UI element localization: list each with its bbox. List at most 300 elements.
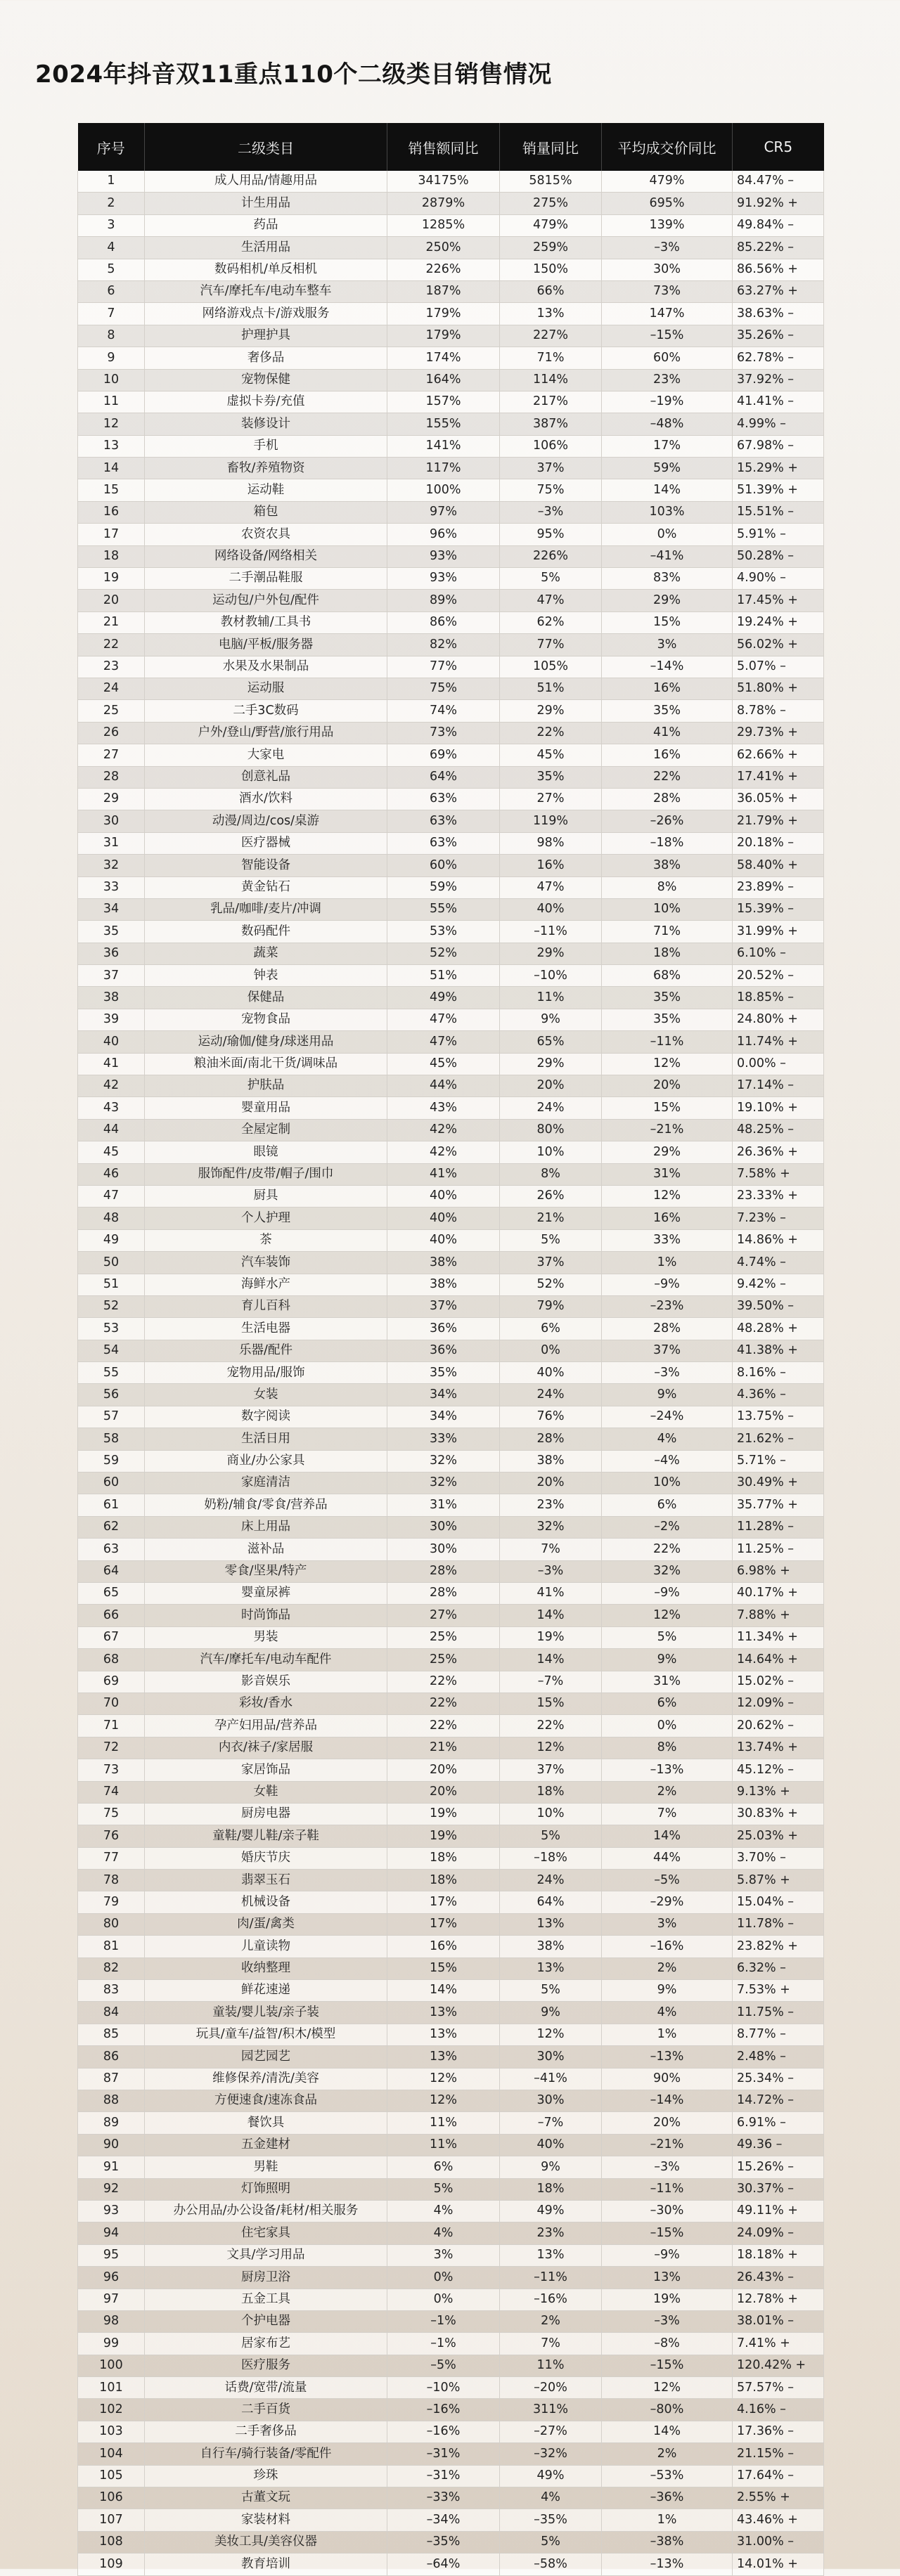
row-avg-price-yoy: 12% (602, 1605, 733, 1626)
row-avg-price-yoy: –3% (602, 1362, 733, 1384)
row-category: 汽车/摩托车/电动车配件 (145, 1649, 387, 1671)
row-avg-price-yoy: 9% (602, 1980, 733, 2002)
row-cr5: 13.74% + (733, 1737, 824, 1759)
row-volume-yoy: 98% (500, 832, 602, 854)
table-row (78, 1870, 824, 1891)
row-cr5: 38.63% – (733, 303, 824, 325)
row-sales-yoy: 73% (387, 722, 500, 744)
row-category: 护理护具 (145, 325, 387, 347)
row-category: 二手奢侈品 (145, 2421, 387, 2442)
row-volume-yoy: 105% (500, 656, 602, 678)
row-index: 28 (78, 766, 145, 788)
row-volume-yoy: 2% (500, 2310, 602, 2332)
table-row (78, 1031, 824, 1053)
row-sales-yoy: 6% (387, 2156, 500, 2178)
row-sales-yoy: 44% (387, 1075, 500, 1097)
row-avg-price-yoy: –13% (602, 1759, 733, 1781)
row-index: 43 (78, 1097, 145, 1119)
row-category: 汽车/摩托车/电动车整车 (145, 280, 387, 302)
row-cr5: 36.05% + (733, 788, 824, 810)
row-category: 五金建材 (145, 2134, 387, 2156)
row-index: 51 (78, 1274, 145, 1295)
row-volume-yoy: 45% (500, 744, 602, 766)
row-sales-yoy: 77% (387, 656, 500, 678)
sales-table (77, 123, 824, 2576)
row-volume-yoy: 38% (500, 1450, 602, 1472)
row-category: 女鞋 (145, 1781, 387, 1803)
row-sales-yoy: 42% (387, 1119, 500, 1141)
row-avg-price-yoy: –19% (602, 391, 733, 413)
row-category: 医疗服务 (145, 2355, 387, 2376)
row-category: 住宅家具 (145, 2222, 387, 2244)
row-category: 汽车装饰 (145, 1252, 387, 1274)
row-volume-yoy: 16% (500, 855, 602, 876)
row-volume-yoy: 226% (500, 545, 602, 567)
row-category: 保健品 (145, 987, 387, 1009)
table-row (78, 1516, 824, 1538)
table-row (78, 678, 824, 699)
row-index: 11 (78, 391, 145, 413)
row-sales-yoy: 51% (387, 965, 500, 987)
row-cr5: 11.78% – (733, 1913, 824, 1935)
row-sales-yoy: 13% (387, 2046, 500, 2068)
row-sales-yoy: 13% (387, 2024, 500, 2045)
row-volume-yoy: 7% (500, 1539, 602, 1560)
row-volume-yoy: –35% (500, 2509, 602, 2531)
row-volume-yoy: 29% (500, 1053, 602, 1075)
table-row (78, 1318, 824, 1340)
row-index: 41 (78, 1053, 145, 1075)
row-avg-price-yoy: 19% (602, 2289, 733, 2310)
row-index: 89 (78, 2112, 145, 2134)
row-sales-yoy: –16% (387, 2399, 500, 2421)
row-avg-price-yoy: –8% (602, 2333, 733, 2355)
row-cr5: 17.14% – (733, 1075, 824, 1097)
row-sales-yoy: 69% (387, 744, 500, 766)
row-avg-price-yoy: –24% (602, 1406, 733, 1428)
row-category: 零食/坚果/特产 (145, 1560, 387, 1582)
row-category: 数码配件 (145, 921, 387, 943)
row-index: 70 (78, 1692, 145, 1714)
row-index: 69 (78, 1671, 145, 1692)
row-avg-price-yoy: 139% (602, 214, 733, 236)
row-index: 109 (78, 2554, 145, 2575)
row-avg-price-yoy: –9% (602, 2244, 733, 2266)
row-avg-price-yoy: 14% (602, 2421, 733, 2442)
row-sales-yoy: 15% (387, 1957, 500, 1979)
table-row (78, 1605, 824, 1626)
row-sales-yoy: 93% (387, 568, 500, 590)
row-sales-yoy: 187% (387, 280, 500, 302)
table-row (78, 1957, 824, 1979)
row-index: 93 (78, 2200, 145, 2222)
row-volume-yoy: 77% (500, 634, 602, 656)
row-cr5: 30.49% + (733, 1473, 824, 1494)
row-sales-yoy: 100% (387, 479, 500, 501)
row-index: 21 (78, 611, 145, 633)
row-avg-price-yoy: 8% (602, 1737, 733, 1759)
row-avg-price-yoy: 10% (602, 1473, 733, 1494)
row-cr5: 14.72% – (733, 2090, 824, 2111)
row-volume-yoy: 47% (500, 590, 602, 611)
row-category: 话费/宽带/流量 (145, 2377, 387, 2399)
row-cr5: 11.34% + (733, 1626, 824, 1648)
row-cr5: 8.77% – (733, 2024, 824, 2045)
row-sales-yoy: 47% (387, 1009, 500, 1030)
row-category: 商业/办公家具 (145, 1450, 387, 1472)
row-sales-yoy: 157% (387, 391, 500, 413)
row-index: 27 (78, 744, 145, 766)
row-index: 33 (78, 876, 145, 898)
row-index: 25 (78, 700, 145, 722)
row-volume-yoy: 80% (500, 1119, 602, 1141)
row-avg-price-yoy: –80% (602, 2399, 733, 2421)
header-index: 序号 (78, 123, 145, 171)
row-sales-yoy: 155% (387, 413, 500, 435)
row-avg-price-yoy: –21% (602, 1119, 733, 1141)
table-row (78, 1847, 824, 1869)
row-sales-yoy: 19% (387, 1803, 500, 1825)
row-sales-yoy: 2879% (387, 193, 500, 214)
row-avg-price-yoy: 28% (602, 788, 733, 810)
row-avg-price-yoy: –4% (602, 1450, 733, 1472)
row-index: 26 (78, 722, 145, 744)
row-index: 103 (78, 2421, 145, 2442)
row-sales-yoy: 93% (387, 545, 500, 567)
row-cr5: 7.53% + (733, 1980, 824, 2002)
row-volume-yoy: 227% (500, 325, 602, 347)
row-sales-yoy: –5% (387, 2355, 500, 2376)
row-volume-yoy: 79% (500, 1295, 602, 1317)
row-avg-price-yoy: 3% (602, 634, 733, 656)
row-avg-price-yoy: 29% (602, 1141, 733, 1163)
row-avg-price-yoy: 37% (602, 1340, 733, 1361)
row-avg-price-yoy: 59% (602, 458, 733, 479)
row-category: 智能设备 (145, 855, 387, 876)
row-category: 肉/蛋/禽类 (145, 1913, 387, 1935)
row-avg-price-yoy: 44% (602, 1847, 733, 1869)
row-avg-price-yoy: 73% (602, 280, 733, 302)
row-cr5: 21.62% – (733, 1428, 824, 1450)
row-avg-price-yoy: –3% (602, 237, 733, 259)
row-avg-price-yoy: 479% (602, 171, 733, 193)
row-index: 98 (78, 2310, 145, 2332)
row-volume-yoy: –3% (500, 1560, 602, 1582)
row-avg-price-yoy: 28% (602, 1318, 733, 1340)
row-avg-price-yoy: 35% (602, 987, 733, 1009)
row-cr5: 84.47% – (733, 171, 824, 193)
row-cr5: 23.89% – (733, 876, 824, 898)
table-row (78, 2024, 824, 2045)
row-avg-price-yoy: 29% (602, 590, 733, 611)
row-index: 81 (78, 1936, 145, 1957)
row-avg-price-yoy: 20% (602, 2112, 733, 2134)
row-category: 水果及水果制品 (145, 656, 387, 678)
row-sales-yoy: 63% (387, 832, 500, 854)
row-index: 17 (78, 524, 145, 545)
row-category: 生活电器 (145, 1318, 387, 1340)
row-category: 计生用品 (145, 193, 387, 214)
row-avg-price-yoy: 9% (602, 1649, 733, 1671)
row-category: 彩妆/香水 (145, 1692, 387, 1714)
row-avg-price-yoy: 12% (602, 2377, 733, 2399)
row-sales-yoy: 27% (387, 1605, 500, 1626)
row-cr5: 49.11% + (733, 2200, 824, 2222)
row-category: 厨房电器 (145, 1803, 387, 1825)
row-avg-price-yoy: 32% (602, 1560, 733, 1582)
row-avg-price-yoy: 23% (602, 369, 733, 391)
row-volume-yoy: 65% (500, 1031, 602, 1053)
table-row (78, 2112, 824, 2134)
table-row (78, 501, 824, 523)
table-row (78, 722, 824, 744)
row-avg-price-yoy: –13% (602, 2554, 733, 2575)
row-sales-yoy: 25% (387, 1626, 500, 1648)
row-sales-yoy: 12% (387, 2090, 500, 2111)
table-row (78, 1891, 824, 1913)
row-index: 46 (78, 1163, 145, 1185)
row-sales-yoy: 164% (387, 369, 500, 391)
row-category: 酒水/饮料 (145, 788, 387, 810)
row-category: 男鞋 (145, 2156, 387, 2178)
row-cr5: 20.18% – (733, 832, 824, 854)
row-avg-price-yoy: 3% (602, 1913, 733, 1935)
row-sales-yoy: 82% (387, 634, 500, 656)
table-row (78, 369, 824, 391)
row-cr5: 4.36% – (733, 1384, 824, 1406)
row-sales-yoy: 32% (387, 1450, 500, 1472)
table-row (78, 1494, 824, 1516)
table-row (78, 1119, 824, 1141)
row-category: 手机 (145, 435, 387, 457)
row-index: 24 (78, 678, 145, 699)
row-sales-yoy: –64% (387, 2554, 500, 2575)
row-index: 101 (78, 2377, 145, 2399)
row-index: 14 (78, 458, 145, 479)
row-volume-yoy: 119% (500, 810, 602, 832)
row-category: 运动鞋 (145, 479, 387, 501)
row-volume-yoy: 9% (500, 2002, 602, 2024)
row-sales-yoy: 179% (387, 303, 500, 325)
row-avg-price-yoy: 6% (602, 1494, 733, 1516)
row-volume-yoy: –32% (500, 2443, 602, 2465)
row-cr5: 40.17% + (733, 1583, 824, 1605)
row-cr5: 14.64% + (733, 1649, 824, 1671)
row-index: 76 (78, 1825, 145, 1847)
row-index: 68 (78, 1649, 145, 1671)
row-category: 家装材料 (145, 2509, 387, 2531)
row-cr5: 48.28% + (733, 1318, 824, 1340)
table-row (78, 1208, 824, 1229)
row-cr5: 4.99% – (733, 413, 824, 435)
row-index: 6 (78, 280, 145, 302)
row-cr5: 20.52% – (733, 965, 824, 987)
row-index: 23 (78, 656, 145, 678)
row-cr5: 6.10% – (733, 943, 824, 964)
row-volume-yoy: 29% (500, 943, 602, 964)
row-category: 二手百货 (145, 2399, 387, 2421)
row-avg-price-yoy: 147% (602, 303, 733, 325)
row-volume-yoy: 11% (500, 2355, 602, 2376)
table-row (78, 1539, 824, 1560)
row-cr5: 15.51% – (733, 501, 824, 523)
row-volume-yoy: 5% (500, 1825, 602, 1847)
row-cr5: 7.23% – (733, 1208, 824, 1229)
row-category: 茶 (145, 1229, 387, 1251)
row-cr5: 5.87% + (733, 1870, 824, 1891)
row-sales-yoy: 19% (387, 1825, 500, 1847)
row-avg-price-yoy: 83% (602, 568, 733, 590)
row-volume-yoy: 217% (500, 391, 602, 413)
row-category: 婴童尿裤 (145, 1583, 387, 1605)
row-avg-price-yoy: 30% (602, 259, 733, 280)
row-category: 童装/婴儿装/亲子装 (145, 2002, 387, 2024)
row-avg-price-yoy: 12% (602, 1185, 733, 1207)
row-category: 翡翠玉石 (145, 1870, 387, 1891)
table-row (78, 1692, 824, 1714)
row-volume-yoy: 479% (500, 214, 602, 236)
row-category: 育儿百科 (145, 1295, 387, 1317)
table-row (78, 1913, 824, 1935)
row-index: 13 (78, 435, 145, 457)
table-row (78, 1781, 824, 1803)
row-sales-yoy: 42% (387, 1141, 500, 1163)
row-volume-yoy: 7% (500, 2333, 602, 2355)
table-row (78, 1473, 824, 1494)
header-volume-yoy: 销量同比 (500, 123, 602, 171)
row-volume-yoy: 28% (500, 1428, 602, 1450)
table-row (78, 1715, 824, 1737)
row-cr5: 23.33% + (733, 1185, 824, 1207)
row-category: 宠物食品 (145, 1009, 387, 1030)
row-cr5: 24.09% – (733, 2222, 824, 2244)
row-volume-yoy: 75% (500, 479, 602, 501)
row-avg-price-yoy: 68% (602, 965, 733, 987)
row-volume-yoy: 20% (500, 1075, 602, 1097)
row-category: 全屋定制 (145, 1119, 387, 1141)
row-index: 92 (78, 2178, 145, 2200)
row-category: 五金工具 (145, 2289, 387, 2310)
row-volume-yoy: 15% (500, 1692, 602, 1714)
table-row (78, 2355, 824, 2376)
row-sales-yoy: 33% (387, 1428, 500, 1450)
row-cr5: 17.36% – (733, 2421, 824, 2442)
row-category: 大家电 (145, 744, 387, 766)
row-sales-yoy: –10% (387, 2377, 500, 2399)
row-volume-yoy: 40% (500, 2134, 602, 2156)
table-row (78, 1583, 824, 1605)
table-row (78, 2333, 824, 2355)
row-category: 网络设备/网络相关 (145, 545, 387, 567)
row-index: 73 (78, 1759, 145, 1781)
row-index: 64 (78, 1560, 145, 1582)
row-volume-yoy: 66% (500, 280, 602, 302)
row-sales-yoy: 38% (387, 1252, 500, 1274)
row-avg-price-yoy: –36% (602, 2487, 733, 2509)
row-cr5: 13.75% – (733, 1406, 824, 1428)
row-sales-yoy: 52% (387, 943, 500, 964)
row-category: 二手潮品鞋服 (145, 568, 387, 590)
row-volume-yoy: 21% (500, 1208, 602, 1229)
row-volume-yoy: 51% (500, 678, 602, 699)
row-volume-yoy: –58% (500, 2554, 602, 2575)
row-index: 71 (78, 1715, 145, 1737)
row-avg-price-yoy: 31% (602, 1163, 733, 1185)
row-avg-price-yoy: 13% (602, 2267, 733, 2289)
table-row (78, 2421, 824, 2442)
row-cr5: 62.66% + (733, 744, 824, 766)
table-row (78, 347, 824, 369)
row-category: 宠物用品/服饰 (145, 1362, 387, 1384)
row-index: 95 (78, 2244, 145, 2266)
row-avg-price-yoy: 90% (602, 2068, 733, 2090)
table-row (78, 876, 824, 898)
row-category: 乐器/配件 (145, 1340, 387, 1361)
row-avg-price-yoy: 5% (602, 1626, 733, 1648)
row-cr5: 30.37% – (733, 2178, 824, 2200)
table-row (78, 545, 824, 567)
row-sales-yoy: 89% (387, 590, 500, 611)
row-category: 童鞋/婴儿鞋/亲子鞋 (145, 1825, 387, 1847)
row-cr5: 15.39% – (733, 898, 824, 920)
row-avg-price-yoy: –18% (602, 832, 733, 854)
row-avg-price-yoy: 8% (602, 876, 733, 898)
table-row (78, 479, 824, 501)
row-category: 灯饰照明 (145, 2178, 387, 2200)
row-cr5: 6.98% + (733, 1560, 824, 1582)
row-category: 方便速食/速冻食品 (145, 2090, 387, 2111)
table-row (78, 700, 824, 722)
row-cr5: 35.77% + (733, 1494, 824, 1516)
row-index: 12 (78, 413, 145, 435)
row-volume-yoy: 10% (500, 1803, 602, 1825)
row-sales-yoy: 32% (387, 1473, 500, 1494)
row-sales-yoy: 31% (387, 1494, 500, 1516)
row-cr5: 56.02% + (733, 634, 824, 656)
row-sales-yoy: 13% (387, 2002, 500, 2024)
row-category: 婴童用品 (145, 1097, 387, 1119)
row-volume-yoy: 76% (500, 1406, 602, 1428)
row-sales-yoy: 20% (387, 1759, 500, 1781)
table-row (78, 303, 824, 325)
row-sales-yoy: 174% (387, 347, 500, 369)
row-volume-yoy: 311% (500, 2399, 602, 2421)
table-row (78, 1759, 824, 1781)
table-row (78, 590, 824, 611)
row-category: 生活用品 (145, 237, 387, 259)
row-index: 86 (78, 2046, 145, 2068)
row-avg-price-yoy: 60% (602, 347, 733, 369)
table-row (78, 171, 824, 193)
row-index: 79 (78, 1891, 145, 1913)
row-avg-price-yoy: –5% (602, 1870, 733, 1891)
row-sales-yoy: 75% (387, 678, 500, 699)
row-sales-yoy: 36% (387, 1340, 500, 1361)
table-row (78, 1009, 824, 1030)
table-row (78, 2046, 824, 2068)
row-sales-yoy: 63% (387, 810, 500, 832)
row-sales-yoy: 55% (387, 898, 500, 920)
row-index: 38 (78, 987, 145, 1009)
row-volume-yoy: 27% (500, 788, 602, 810)
row-volume-yoy: 52% (500, 1274, 602, 1295)
row-avg-price-yoy: –41% (602, 545, 733, 567)
row-volume-yoy: 18% (500, 1781, 602, 1803)
row-volume-yoy: 9% (500, 2156, 602, 2178)
row-index: 3 (78, 214, 145, 236)
row-cr5: 5.91% – (733, 524, 824, 545)
row-category: 教材教辅/工具书 (145, 611, 387, 633)
